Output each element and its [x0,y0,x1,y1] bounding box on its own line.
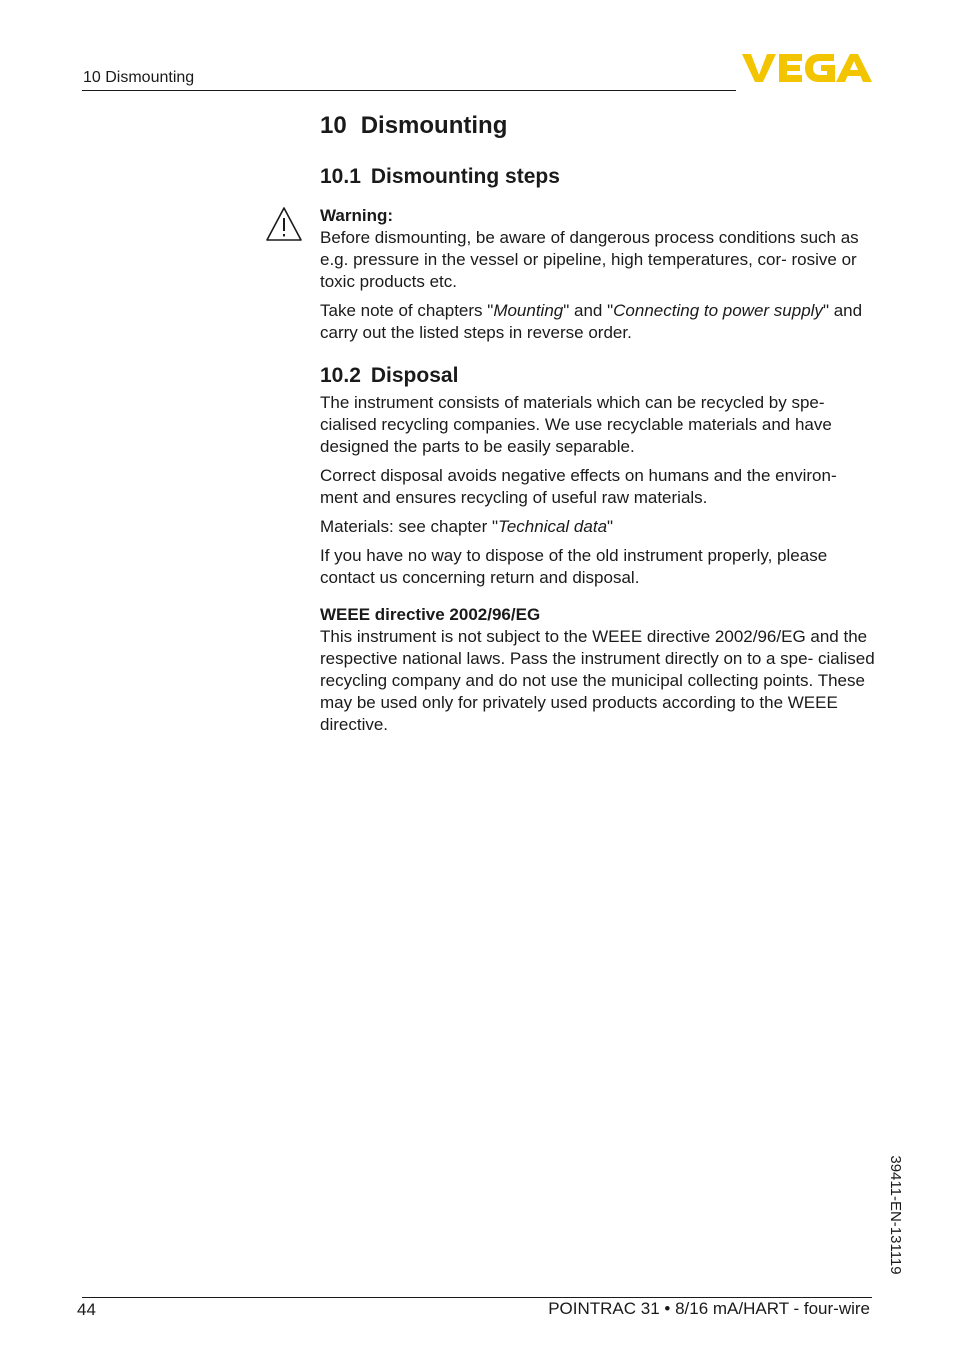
section-title: Dismounting steps [370,165,560,188]
section-heading-dismounting-steps [320,163,876,191]
reference-text: " [607,517,614,536]
reference-text: Materials: see chapter " [320,517,499,536]
warning-triangle-icon [265,206,303,242]
footer-product-title: POINTRAC 31 • 8/16 mA/HART - four-wire [548,1299,870,1318]
disposal-paragraph: Correct disposal avoids negative effects on humans and the environ- ment and ensures recycling of useful raw materials. [320,466,837,507]
page-number: 44 [77,1300,96,1319]
section-title: Disposal [370,364,459,387]
chapter-number: 10 [320,112,347,139]
chapter-title: Dismounting [360,112,508,139]
reference-chapter: Technical data [498,517,608,536]
weee-heading: WEEE directive 2002/96/EG [320,605,541,624]
section-number: 10.2 [320,364,361,387]
section-number: 10.1 [320,165,361,188]
note-text: Take note of chapters " [320,301,494,320]
header-rule [82,90,736,91]
note-text: " and carry out the listed steps in reverse order. [320,301,863,342]
vega-logo [742,52,872,84]
materials-reference [320,516,876,538]
disposal-paragraph: The instrument consists of materials which can be recycled by spe- cialised recycling companies. We use recyclable materials and have designed the parts to be easily separable. [320,393,832,456]
warning-text: Before dismounting, be aware of dangerous process conditions such as e.g. pressure in the vessel or pipeline, high temperatures, cor- rosive or toxic products etc. [320,228,859,291]
chapter-heading [320,110,876,142]
section-heading-disposal [320,362,876,390]
note-text: " and " [563,301,614,320]
weee-text: This instrument is not subject to the WEEE directive 2002/96/EG and the respective national laws. Pass the instrument directly on to a spe- cialised recycling company and do not use the municipal collecting points. These may be used only for privately used products according to the WEEE directive. [320,627,875,734]
document-code: 39411-EN-131119 [887,1155,904,1275]
note-chapter-ref: Connecting to power supply [613,301,823,320]
warning-label: Warning: [320,206,394,225]
note-chapter-ref: Mounting [493,301,564,320]
main-content [320,110,876,736]
warning-block [320,205,876,293]
running-header: 10 Dismounting [83,69,195,86]
disposal-paragraph: If you have no way to dispose of the old instrument properly, please contact us concerning return and disposal. [320,546,828,587]
reverse-order-note [320,300,876,344]
